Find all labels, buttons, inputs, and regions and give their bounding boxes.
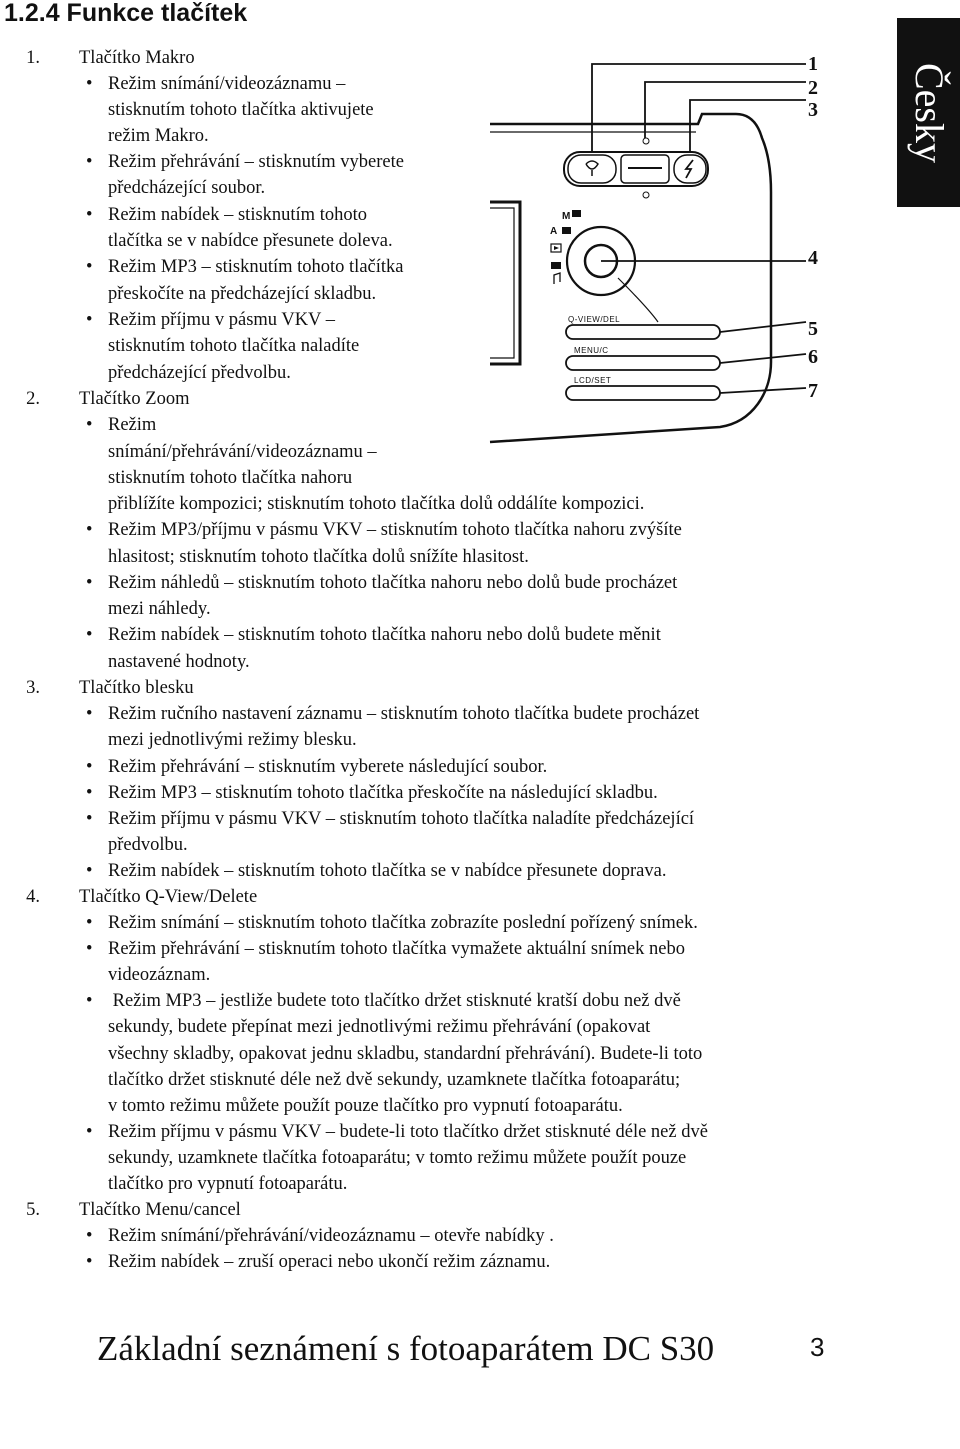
bullet-line: Režim MP3/příjmu v pásmu VKV – stisknutím tohoto tlačítka nahoru zvýšíte xyxy=(108,520,682,540)
section-title: Tlačítko blesku xyxy=(79,678,194,698)
section-heading: 1.2.4 Funkce tlačítek xyxy=(4,0,248,27)
movie-icon xyxy=(551,262,561,269)
bullet-line: mezi jednotlivými režimy blesku. xyxy=(108,730,357,750)
bullet-line: Režim náhledů – stisknutím tohoto tlačítka nahoru nebo dolů bude procházet xyxy=(108,573,678,593)
language-tab xyxy=(897,18,960,207)
section-title: Tlačítko Menu/cancel xyxy=(79,1200,241,1220)
bullet-line: Režim xyxy=(108,415,157,435)
bullet-icon: • xyxy=(86,704,93,724)
section-number: 1. xyxy=(26,48,40,68)
bullet-line: v tomto režimu můžete použít pouze tlačítko pro vypnutí fotoaparátu. xyxy=(108,1096,623,1116)
bullet-icon: • xyxy=(86,913,93,933)
bullet-line: videozáznam. xyxy=(108,965,211,985)
bullet-icon: • xyxy=(86,1252,93,1272)
menu-label: MENU/C xyxy=(574,346,609,355)
bullet-line: hlasitost; stisknutím tohoto tlačítka dolů snížíte hlasitost. xyxy=(108,547,529,567)
bullet-line: Režim nabídek – stisknutím tohoto tlačítka se v nabídce přesunete doprava. xyxy=(108,861,667,881)
bullet-icon: • xyxy=(86,991,93,1011)
lcd-set-label: LCD/SET xyxy=(574,376,612,385)
bullet-line: Režim přehrávání – stisknutím vyberete xyxy=(108,152,404,172)
bullet-line: Režim snímání – stisknutím tohoto tlačítka zobrazíte poslední pořízený snímek. xyxy=(108,913,698,933)
bullet-icon: • xyxy=(86,415,93,435)
bullet-line: tlačítko pro vypnutí fotoaparátu. xyxy=(108,1174,348,1194)
bullet-line: Režim MP3 – jestliže budete toto tlačítko držet stisknuté kratší dobu než dvě xyxy=(108,991,681,1011)
section-number: 4. xyxy=(26,887,40,907)
bullet-line: přiblížíte kompozici; stisknutím tohoto tlačítka dolů oddálíte kompozici. xyxy=(108,494,645,514)
bullet-icon: • xyxy=(86,757,93,777)
bullet-line: Režim příjmu v pásmu VKV – budete-li toto tlačítko držet stisknuté déle než dvě xyxy=(108,1122,708,1142)
camera-mode-icon xyxy=(572,210,581,217)
section-number: 2. xyxy=(26,389,40,409)
bullet-line: Režim snímání/videozáznamu – xyxy=(108,74,346,94)
bullet-line: Režim příjmu v pásmu VKV – stisknutím tohoto tlačítka naladíte předcházející xyxy=(108,809,695,829)
bullet-icon: • xyxy=(86,205,93,225)
page-number: 3 xyxy=(810,1332,825,1362)
bullet-line: Režim MP3 – stisknutím tohoto tlačítka přeskočíte na následující skladbu. xyxy=(108,783,658,803)
bullet-line: režim Makro. xyxy=(108,126,209,146)
bullet-line: sekundy, uzamknete tlačítka fotoaparátu; v tomto režimu můžete použít pouze xyxy=(108,1148,687,1168)
bullet-line: stisknutím tohoto tlačítka nahoru xyxy=(108,468,353,488)
callout-number-3: 3 xyxy=(808,99,818,121)
callout-number-7: 7 xyxy=(808,380,818,402)
bullet-line: přeskočíte na předcházející skladbu. xyxy=(108,284,377,304)
bullet-icon: • xyxy=(86,74,93,94)
lcd-set-button[interactable] xyxy=(566,386,720,400)
bullet-icon: • xyxy=(86,257,93,277)
bullet-line: Režim nabídek – zruší operaci nebo ukončí režim záznamu. xyxy=(108,1252,551,1272)
bullet-line: všechny skladby, opakovat jednu skladbu, standardní přehrávání). Budete-li toto xyxy=(108,1044,703,1064)
mode-label-m: M xyxy=(562,211,571,222)
bullet-line: předcházející soubor. xyxy=(108,178,266,198)
bullet-icon: • xyxy=(86,520,93,540)
bullet-line: Režim příjmu v pásmu VKV – xyxy=(108,310,335,330)
callout-number-6: 6 xyxy=(808,346,818,368)
qview-delete-button[interactable] xyxy=(566,325,720,339)
bullet-icon: • xyxy=(86,1122,93,1142)
bullet-line: snímání/přehrávání/videozáznamu – xyxy=(108,442,377,462)
bullet-line: Režim přehrávání – stisknutím vyberete následující soubor. xyxy=(108,757,548,777)
callout-number-4: 4 xyxy=(808,247,818,269)
bullet-line: tlačítko držet stisknuté déle než dvě sekundy, uzamknete tlačítka fotoaparátu; xyxy=(108,1070,681,1090)
bullet-icon: • xyxy=(86,783,93,803)
bullet-line: stisknutím tohoto tlačítka naladíte xyxy=(108,336,360,356)
bullet-line: předcházející předvolbu. xyxy=(108,363,291,383)
bullet-icon: • xyxy=(86,625,93,645)
camera-back-diagram xyxy=(488,52,828,444)
mode-label-a: A xyxy=(550,226,558,237)
bullet-line: Režim snímání/přehrávání/videozáznamu – otevře nabídky . xyxy=(108,1226,554,1246)
section-number: 3. xyxy=(26,678,40,698)
bullet-line: nastavené hodnoty. xyxy=(108,652,250,672)
bullet-line: tlačítka se v nabídce přesunete doleva. xyxy=(108,231,393,251)
bullet-line: Režim přehrávání – stisknutím tohoto tlačítka vymažete aktuální snímek nebo xyxy=(108,939,685,959)
bullet-line: Režim MP3 – stisknutím tohoto tlačítka xyxy=(108,257,404,277)
bullet-line: mezi náhledy. xyxy=(108,599,211,619)
language-tab-label: Česky xyxy=(906,62,952,163)
bullet-line: Režim nabídek – stisknutím tohoto tlačítka nahoru nebo dolů budete měnit xyxy=(108,625,661,645)
bullet-icon: • xyxy=(86,809,93,829)
bullet-icon: • xyxy=(86,1226,93,1246)
camera-illustration xyxy=(488,52,828,444)
bullet-line: Režim nabídek – stisknutím tohoto xyxy=(108,205,367,225)
bullet-icon: • xyxy=(86,861,93,881)
bullet-line: předvolbu. xyxy=(108,835,188,855)
callout-number-5: 5 xyxy=(808,318,818,340)
callout-number-2: 2 xyxy=(808,77,818,99)
bullet-icon: • xyxy=(86,573,93,593)
menu-cancel-button[interactable] xyxy=(566,356,720,370)
bullet-line: stisknutím tohoto tlačítka aktivujete xyxy=(108,100,374,120)
section-number: 5. xyxy=(26,1200,40,1220)
camera-auto-icon xyxy=(562,227,571,234)
bullet-icon: • xyxy=(86,310,93,330)
qview-label: Q-VIEW/DEL xyxy=(568,315,621,324)
section-title: Tlačítko Q-View/Delete xyxy=(79,887,258,907)
section-title: Tlačítko Zoom xyxy=(79,389,190,409)
section-title: Tlačítko Makro xyxy=(79,48,195,68)
bullet-icon: • xyxy=(86,152,93,172)
bullet-line: sekundy, budete přepínat mezi jednotlivými režimu přehrávání (opakovat xyxy=(108,1017,651,1037)
bullet-line: Režim ručního nastavení záznamu – stisknutím tohoto tlačítka budete procházet xyxy=(108,704,700,724)
bullet-icon: • xyxy=(86,939,93,959)
footer-title: Základní seznámení s fotoaparátem DC S30 xyxy=(97,1329,715,1368)
callout-number-1: 1 xyxy=(808,53,818,75)
